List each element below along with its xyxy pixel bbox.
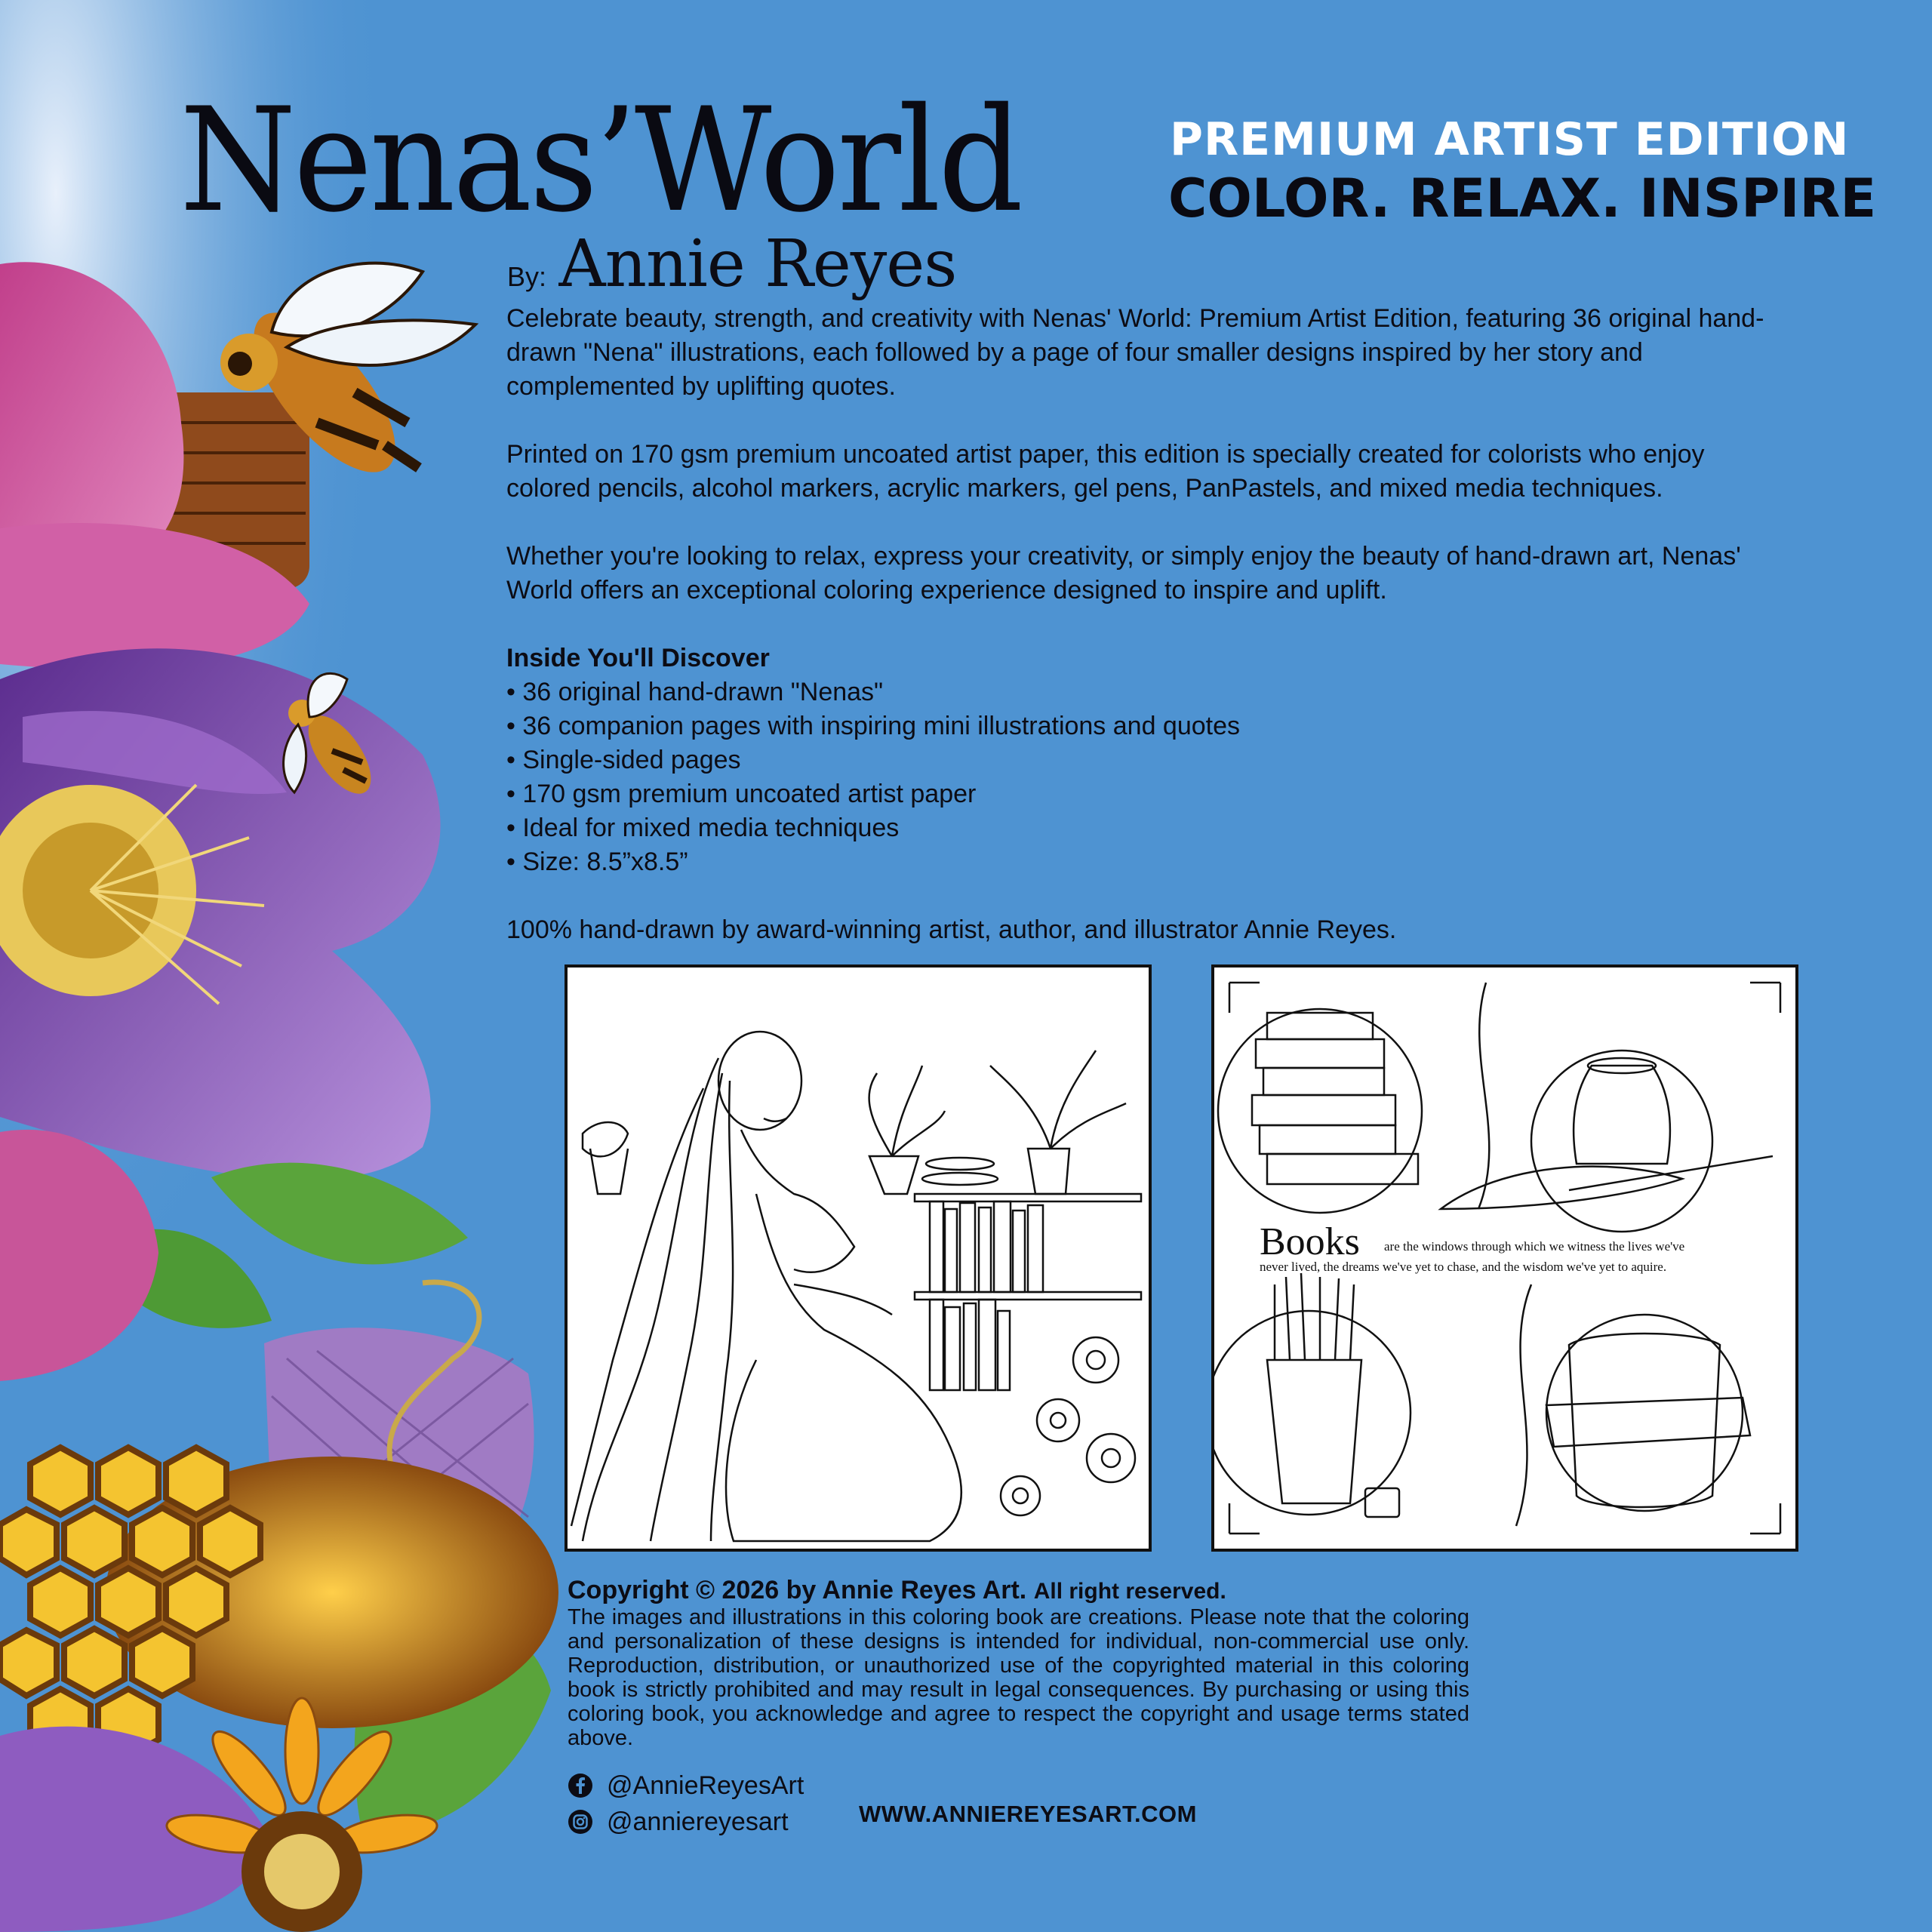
books-word: Books [1260,1220,1360,1263]
books-quote-line1: are the windows through which we witness the lives we've [1384,1239,1685,1254]
discover-item: • Single-sided pages [506,743,1789,777]
facebook-icon [568,1773,593,1798]
social-links [568,1767,804,1840]
floral-artwork [0,0,558,1932]
edition-label: PREMIUM ARTIST EDITION [1170,113,1850,166]
facebook-handle: @AnnieReyesArt [607,1770,804,1800]
instagram-link[interactable] [568,1804,804,1840]
sample-page-nena [565,964,1152,1552]
copyright-block [568,1576,1469,1750]
website-link[interactable]: WWW.ANNIEREYESART.COM [859,1801,1197,1827]
discover-item: • 36 companion pages with inspiring mini illustrations and quotes [506,709,1789,743]
description-paragraph: Whether you're looking to relax, express your creativity, or simply enjoy the beauty of hand-drawn art, Nenas' World offers an exceptional coloring experience designed to inspire and uplift. [506,542,1741,605]
facebook-link[interactable] [568,1767,804,1804]
book-description [506,302,1789,981]
discover-list [506,675,1789,879]
author-name: Annie Reyes [558,226,957,302]
instagram-handle: @anniereyesart [607,1807,789,1836]
copyright-title [568,1576,1469,1605]
sample-page-books [1211,964,1798,1552]
description-paragraph: Printed on 170 gsm premium uncoated artist paper, this edition is specially created for colorists who enjoy colored pencils, alcohol markers, acrylic markers, gel pens, PanPastels, and mixed media techniques. [506,440,1705,503]
closing-line: 100% hand-drawn by award-winning artist, author, and illustrator Annie Reyes. [506,915,1397,944]
discover-heading: Inside You'll Discover [506,644,770,672]
books-quote-line2: never lived, the dreams we've yet to chase, and the wisdom we've yet to aquire. [1260,1260,1667,1274]
by-label: By: [507,261,547,292]
copyright-text: Copyright © 2026 by Annie Reyes Art. [568,1576,1027,1604]
rights-reserved: All right reserved. [1033,1579,1226,1604]
instagram-icon [568,1809,593,1835]
description-paragraph: Celebrate beauty, strength, and creativity with Nenas' World: Premium Artist Edition, featuring 36 original hand-drawn "Nena" illustrations, each followed by a page of four smaller designs inspired by her story and complemented by uplifting quotes. [506,304,1764,401]
discover-item: • 170 gsm premium uncoated artist paper [506,777,1789,811]
discover-item: • Size: 8.5”x8.5” [506,845,1789,879]
copyright-body: The images and illustrations in this coloring book are creations. Please note that the coloring and personalization of these designs is intended for individual, non-commercial use only. Reproduction, distribution, or unauthorized use of the copyrighted material in this coloring book is strictly prohibited and may result in legal consequences. By purchasing or using this coloring book, you acknowledge and agree to respect the copyright and usage terms stated above. [568,1605,1469,1750]
byline [507,226,956,302]
book-title: Nenas’World [180,77,1021,244]
tagline: COLOR. RELAX. INSPIRE [1168,168,1877,229]
discover-item: • 36 original hand-drawn "Nenas" [506,675,1789,709]
discover-item: • Ideal for mixed media techniques [506,811,1789,845]
